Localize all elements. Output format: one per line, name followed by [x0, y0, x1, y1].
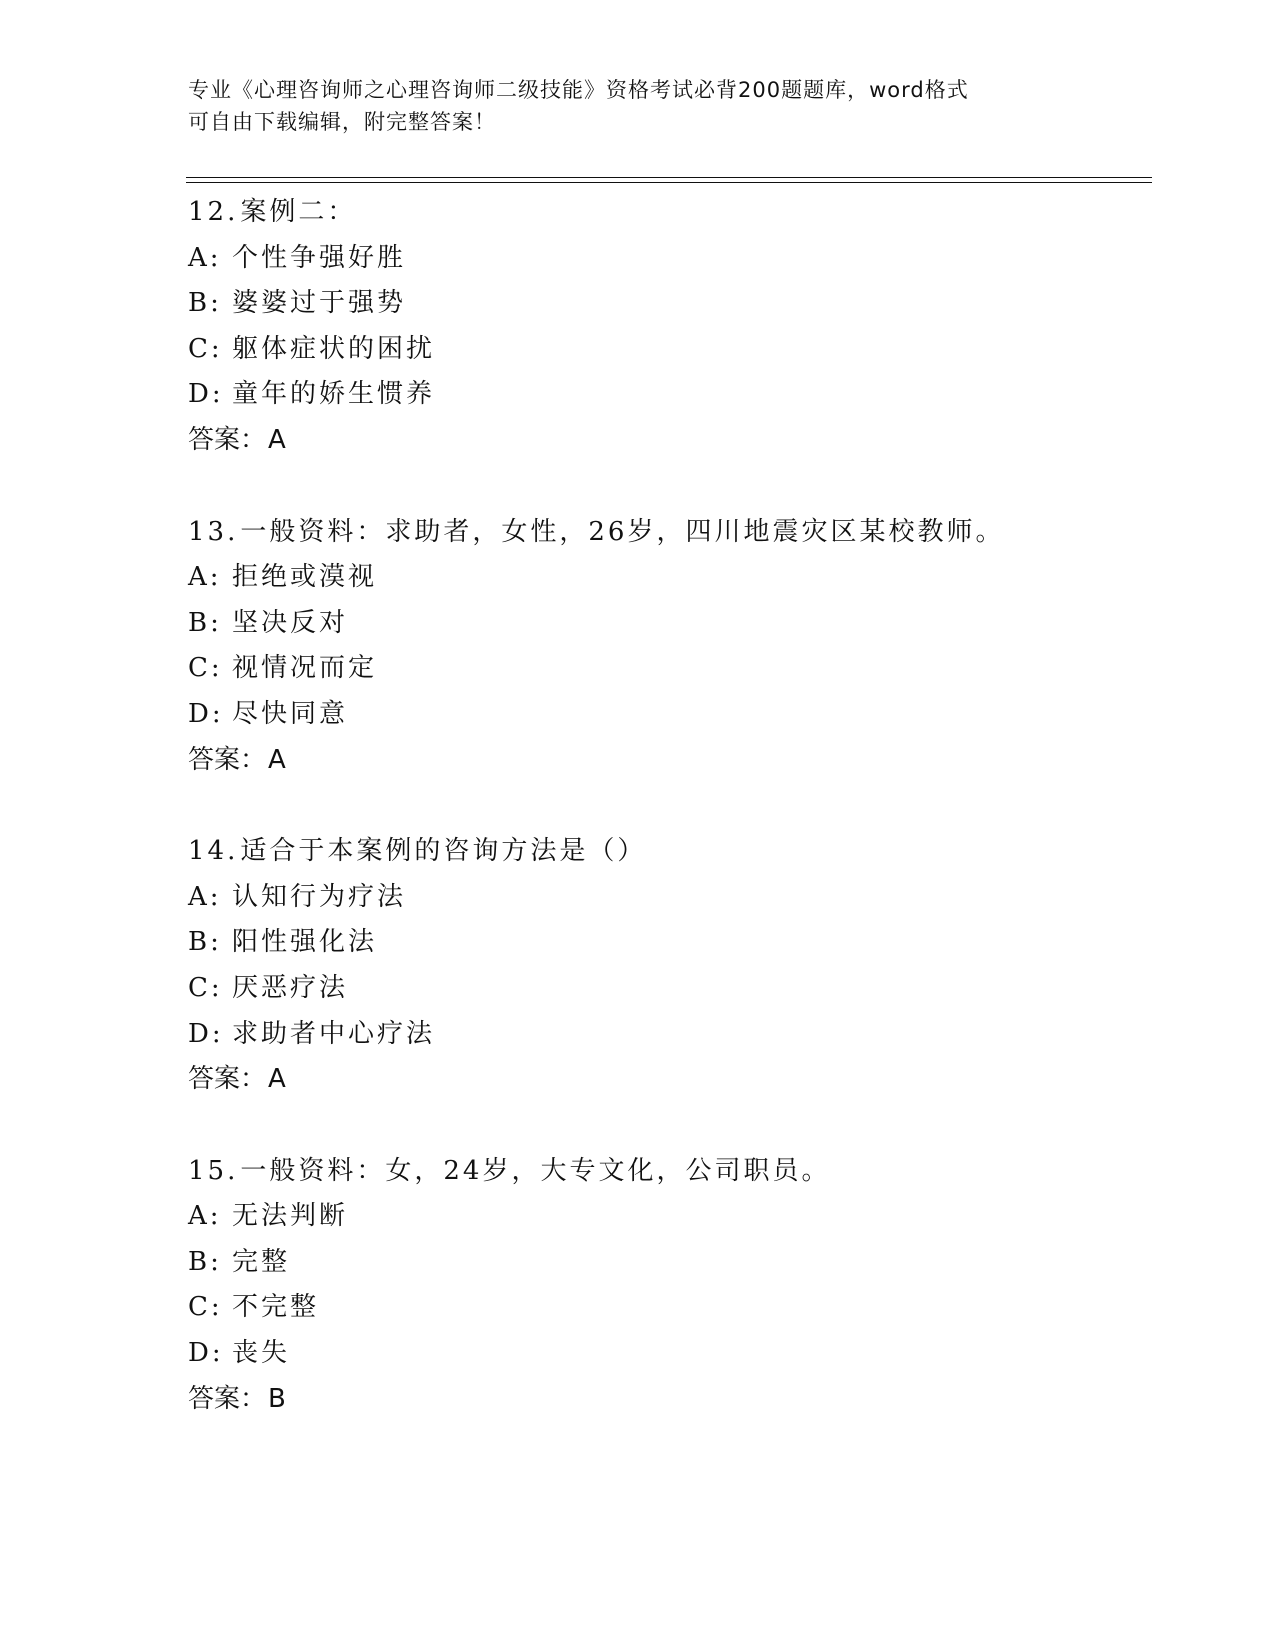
option-key: D:: [188, 698, 224, 729]
question-item: [188, 1149, 1148, 1423]
question-number: 13.: [188, 516, 239, 547]
question-text: 适合于本案例的咨询方法是（）: [240, 836, 647, 867]
option-text: 认知行为疗法: [232, 881, 407, 912]
option-key: A:: [188, 881, 222, 912]
question-number: 14.: [188, 836, 239, 867]
header-line-2: 可自由下载编辑，附完整答案！: [188, 110, 496, 134]
option-c: [188, 327, 1148, 373]
option-d: [188, 372, 1148, 418]
option-a: [188, 236, 1148, 282]
option-text: 无法判断: [232, 1201, 349, 1232]
answer-label: 答案：: [188, 1064, 267, 1095]
option-d: [188, 1012, 1148, 1058]
option-text: 完整: [232, 1246, 291, 1277]
option-key: C:: [188, 1292, 223, 1323]
option-text: 个性争强好胜: [232, 242, 407, 273]
answer-value: B: [268, 1383, 286, 1414]
question-number: 15.: [188, 1155, 239, 1186]
option-d: [188, 692, 1148, 738]
option-text: 不完整: [232, 1292, 320, 1323]
option-a: [188, 1194, 1148, 1240]
option-d: [188, 1331, 1148, 1377]
option-text: 拒绝或漠视: [232, 562, 378, 593]
question-stem: [188, 829, 1148, 875]
option-c: [188, 646, 1148, 692]
question-text: 一般资料：女，24岁，大专文化，公司职员。: [240, 1155, 831, 1186]
option-text: 躯体症状的困扰: [232, 333, 436, 364]
question-text: 一般资料：求助者，女性，26岁，四川地震灾区某校教师。: [240, 516, 1005, 547]
option-key: B:: [188, 927, 222, 958]
question-item: [188, 510, 1148, 784]
option-text: 厌恶疗法: [232, 972, 349, 1003]
option-key: A:: [188, 242, 222, 273]
option-key: D:: [188, 1018, 224, 1049]
option-text: 视情况而定: [232, 653, 378, 684]
option-b: [188, 281, 1148, 327]
document-header: [188, 74, 1088, 138]
option-key: C:: [188, 653, 223, 684]
answer-label: 答案：: [188, 744, 267, 775]
option-key: C:: [188, 972, 223, 1003]
option-text: 求助者中心疗法: [232, 1018, 436, 1049]
option-c: [188, 1285, 1148, 1331]
answer-line: [188, 738, 1148, 784]
option-b: [188, 601, 1148, 647]
answer-label: 答案：: [188, 1383, 267, 1414]
option-text: 丧失: [232, 1338, 291, 1369]
header-line-1: 专业《心理咨询师之心理咨询师二级技能》资格考试必背200题题库，word格式: [188, 78, 969, 102]
header-divider-top: [186, 177, 1152, 178]
option-key: B:: [188, 607, 222, 638]
question-stem: [188, 1149, 1148, 1195]
question-text: 案例二：: [240, 197, 357, 227]
question-item: [188, 829, 1148, 1103]
answer-value: A: [268, 744, 286, 775]
option-key: B:: [188, 288, 222, 319]
option-b: [188, 1240, 1148, 1286]
option-b: [188, 920, 1148, 966]
option-key: A:: [188, 562, 222, 593]
option-key: C:: [188, 333, 223, 364]
option-text: 阳性强化法: [232, 927, 378, 958]
answer-value: A: [268, 424, 286, 455]
question-stem: [188, 510, 1148, 556]
option-key: D:: [188, 1338, 224, 1369]
answer-label: 答案：: [188, 424, 267, 455]
option-text: 坚决反对: [232, 607, 349, 638]
question-list: [188, 190, 1148, 1468]
option-text: 尽快同意: [232, 698, 349, 729]
option-text: 婆婆过于强势: [232, 288, 407, 319]
option-key: A:: [188, 1201, 222, 1232]
option-text: 童年的娇生惯养: [232, 379, 436, 410]
header-divider-bottom: [186, 182, 1152, 183]
option-a: [188, 555, 1148, 601]
option-a: [188, 875, 1148, 921]
option-key: D:: [188, 379, 224, 410]
question-stem: [188, 190, 1148, 236]
answer-line: [188, 418, 1148, 464]
question-number: 12.: [188, 197, 239, 227]
question-item: [188, 190, 1148, 464]
option-key: B:: [188, 1246, 222, 1277]
answer-line: [188, 1057, 1148, 1103]
answer-value: A: [268, 1064, 286, 1095]
option-c: [188, 966, 1148, 1012]
answer-line: [188, 1377, 1148, 1423]
